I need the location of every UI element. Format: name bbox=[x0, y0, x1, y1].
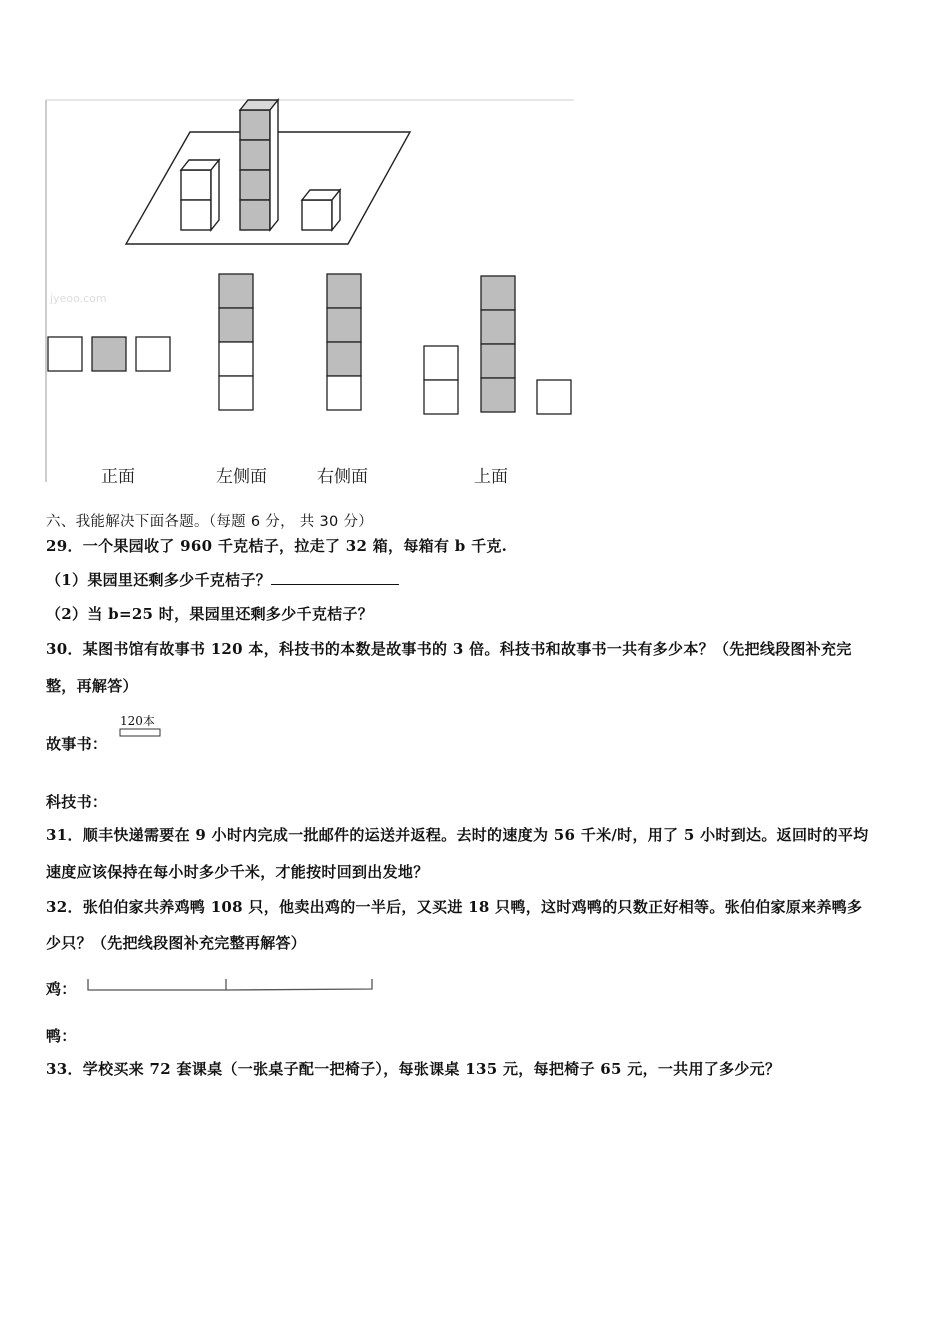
front-view bbox=[48, 337, 170, 371]
question-29-part-2: （2）当 b=25 时，果园里还剩多少千克桔子？ bbox=[46, 605, 374, 623]
right-side-view bbox=[327, 274, 361, 410]
watermark: jyeoo.com bbox=[50, 292, 107, 305]
question-32-line-2: 少只？（先把线段图补充完整再解答） bbox=[46, 934, 307, 952]
question-30-line-1: 30．某图书馆有故事书 120 本，科技书的本数是故事书的 3 倍。科技书和故事书一共有多少本？（先把线段图补充完 bbox=[46, 640, 852, 658]
question-29-part-1 bbox=[46, 569, 399, 590]
question-29: 29．一个果园收了 960 千克桔子，拉走了 32 箱，每箱有 b 千克. bbox=[46, 537, 508, 555]
section-heading: 六、我能解决下面各题。（每题 6 分， 共 30 分） bbox=[46, 514, 374, 530]
left-side-view bbox=[219, 274, 253, 410]
science-book-label: 科技书： bbox=[46, 793, 108, 811]
duck-label: 鸭： bbox=[46, 1027, 77, 1045]
top-view bbox=[424, 276, 571, 414]
question-29-part-1-text: （1）果园里还剩多少千克桔子？ bbox=[46, 571, 271, 589]
question-31-line-2: 速度应该保持在每小时多少千米，才能按时回到出发地？ bbox=[46, 863, 429, 881]
answer-blank bbox=[271, 570, 399, 585]
story-book-segment bbox=[119, 727, 163, 739]
question-31-line-1: 31．顺丰快递需要在 9 小时内完成一批邮件的运送并返程。去时的速度为 56 千米/时，用了 5 小时到达。返回时的平均 bbox=[46, 826, 869, 844]
views-figure bbox=[44, 98, 584, 494]
segment-value-label: 120本 bbox=[120, 714, 155, 728]
top-view-label: 上面 bbox=[474, 467, 508, 487]
question-30-line-2: 整，再解答） bbox=[46, 677, 138, 695]
left-view-label: 左侧面 bbox=[216, 467, 267, 487]
story-book-label: 故事书： bbox=[46, 735, 108, 753]
chicken-segment bbox=[86, 976, 376, 994]
front-view-label: 正面 bbox=[101, 467, 135, 487]
question-32-line-1: 32．张伯伯家共养鸡鸭 108 只，他卖出鸡的一半后，又买进 18 只鸭，这时鸡鸭的只数正好相等。张伯伯家原来养鸭多 bbox=[46, 898, 863, 916]
question-33: 33．学校买来 72 套课桌（一张桌子配一把椅子），每张课桌 135 元，每把椅子 65 元，一共用了多少元？ bbox=[46, 1060, 781, 1078]
right-view-label: 右侧面 bbox=[317, 467, 368, 487]
cube-views-diagram bbox=[44, 98, 584, 490]
cube-arrangement bbox=[126, 100, 410, 244]
chicken-label: 鸡： bbox=[46, 980, 77, 998]
